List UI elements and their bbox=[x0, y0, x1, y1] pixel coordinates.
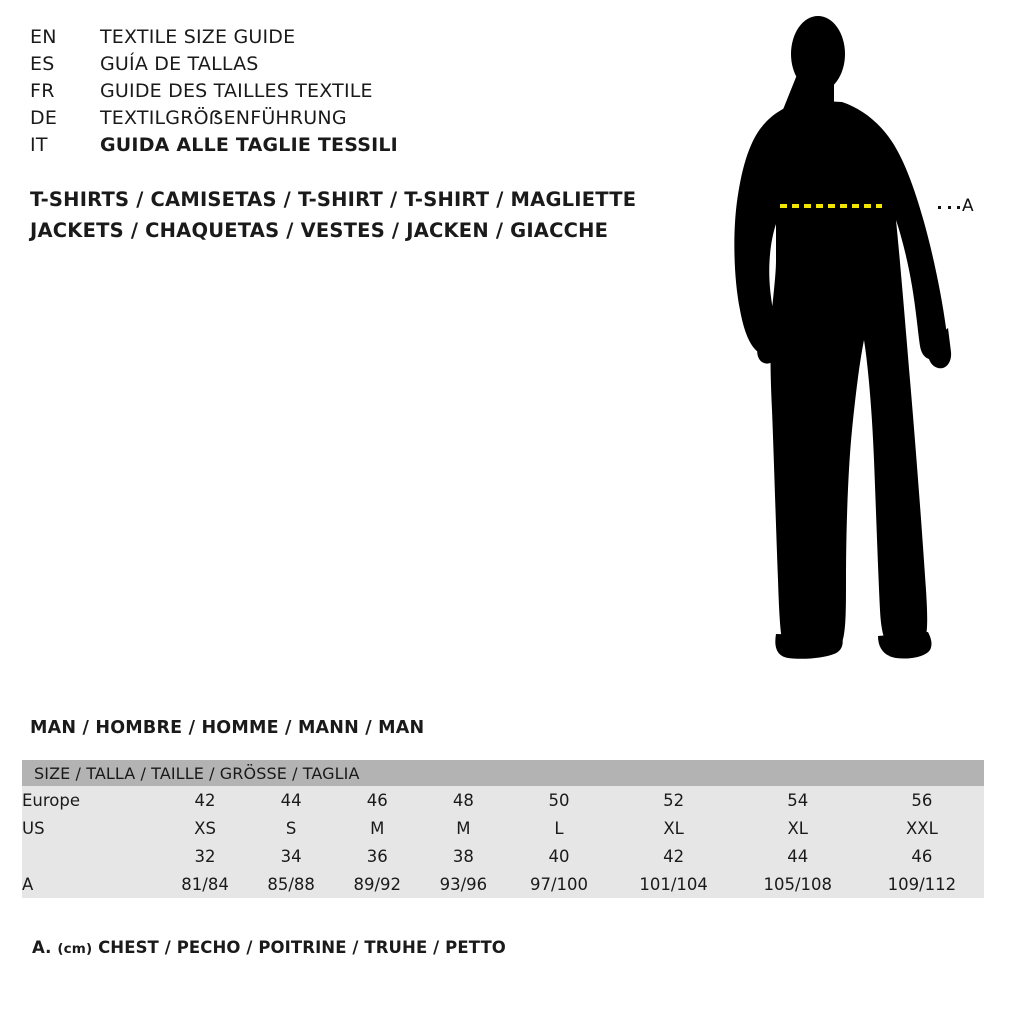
table-cell: S bbox=[248, 814, 334, 842]
table-cell: XXL bbox=[860, 814, 984, 842]
language-code: FR bbox=[30, 80, 55, 102]
category-jackets: JACKETS / CHAQUETAS / VESTES / JACKEN / GIACCHE bbox=[30, 219, 609, 242]
table-cell: 48 bbox=[420, 786, 506, 814]
language-row bbox=[30, 107, 650, 134]
table-cell: 44 bbox=[736, 842, 860, 870]
table-cell: XL bbox=[736, 814, 860, 842]
language-code: DE bbox=[30, 107, 58, 129]
head-shape bbox=[791, 16, 845, 92]
table-cell: 50 bbox=[506, 786, 611, 814]
table-cell: 42 bbox=[612, 842, 736, 870]
table-cell: 97/100 bbox=[506, 870, 611, 898]
table-row bbox=[22, 814, 984, 842]
table-cell: 44 bbox=[248, 786, 334, 814]
language-title-block bbox=[30, 26, 650, 161]
table-cell: 32 bbox=[162, 842, 248, 870]
table-header-label: SIZE / TALLA / TAILLE / GRÖSSE / TAGLIA bbox=[22, 760, 984, 786]
language-code: IT bbox=[30, 134, 48, 156]
table-cell: 89/92 bbox=[334, 870, 420, 898]
measure-leader-dots bbox=[938, 206, 960, 209]
footnote-letter: A. bbox=[32, 938, 52, 957]
row-label bbox=[22, 842, 162, 870]
category-tshirts: T-SHIRTS / CAMISETAS / T-SHIRT / T-SHIRT / MAGLIETTE bbox=[30, 188, 637, 211]
table-cell: 109/112 bbox=[860, 870, 984, 898]
footnote-unit: (cm) bbox=[57, 941, 93, 957]
language-title: GUIDE DES TAILLES TEXTILE bbox=[100, 80, 373, 102]
table-cell: 105/108 bbox=[736, 870, 860, 898]
table-cell: XL bbox=[612, 814, 736, 842]
language-code: ES bbox=[30, 53, 55, 75]
table-header-row bbox=[22, 760, 984, 786]
row-label: US bbox=[22, 814, 162, 842]
silhouette-svg bbox=[700, 10, 1010, 680]
table-cell: 52 bbox=[612, 786, 736, 814]
table-cell: 56 bbox=[860, 786, 984, 814]
language-row bbox=[30, 80, 650, 107]
garment-category-block bbox=[30, 188, 636, 250]
gender-label: MAN / HOMBRE / HOMME / MANN / MAN bbox=[30, 718, 425, 738]
language-title: GUIDA ALLE TAGLIE TESSILI bbox=[100, 134, 398, 156]
silhouette-right-shoe bbox=[878, 632, 931, 659]
table-row bbox=[22, 870, 984, 898]
language-row bbox=[30, 53, 650, 80]
footnote bbox=[32, 938, 506, 957]
table-cell: 85/88 bbox=[248, 870, 334, 898]
table-cell: 101/104 bbox=[612, 870, 736, 898]
language-row bbox=[30, 26, 650, 53]
table-cell: XS bbox=[162, 814, 248, 842]
silhouette-left-shoe bbox=[775, 634, 842, 659]
table-cell: 38 bbox=[420, 842, 506, 870]
language-title: TEXTILE SIZE GUIDE bbox=[100, 26, 296, 48]
language-row bbox=[30, 134, 650, 161]
table-cell: 34 bbox=[248, 842, 334, 870]
table-cell: M bbox=[420, 814, 506, 842]
table-cell: L bbox=[506, 814, 611, 842]
male-silhouette-figure bbox=[700, 10, 1010, 680]
table-cell: 54 bbox=[736, 786, 860, 814]
size-table bbox=[22, 760, 984, 898]
table-cell: M bbox=[334, 814, 420, 842]
language-title: TEXTILGRÖẞENFÜHRUNG bbox=[100, 107, 347, 129]
table-cell: 40 bbox=[506, 842, 611, 870]
measure-label-a: A bbox=[962, 196, 974, 216]
table-cell: 81/84 bbox=[162, 870, 248, 898]
row-label: Europe bbox=[22, 786, 162, 814]
table-row bbox=[22, 842, 984, 870]
row-label: A bbox=[22, 870, 162, 898]
footnote-text: CHEST / PECHO / POITRINE / TRUHE / PETTO bbox=[98, 938, 506, 957]
language-title: GUÍA DE TALLAS bbox=[100, 53, 259, 75]
table-row bbox=[22, 786, 984, 814]
table-cell: 42 bbox=[162, 786, 248, 814]
language-code: EN bbox=[30, 26, 57, 48]
table-cell: 93/96 bbox=[420, 870, 506, 898]
silhouette-body bbox=[734, 100, 946, 654]
table-cell: 46 bbox=[860, 842, 984, 870]
table-cell: 46 bbox=[334, 786, 420, 814]
table-cell: 36 bbox=[334, 842, 420, 870]
